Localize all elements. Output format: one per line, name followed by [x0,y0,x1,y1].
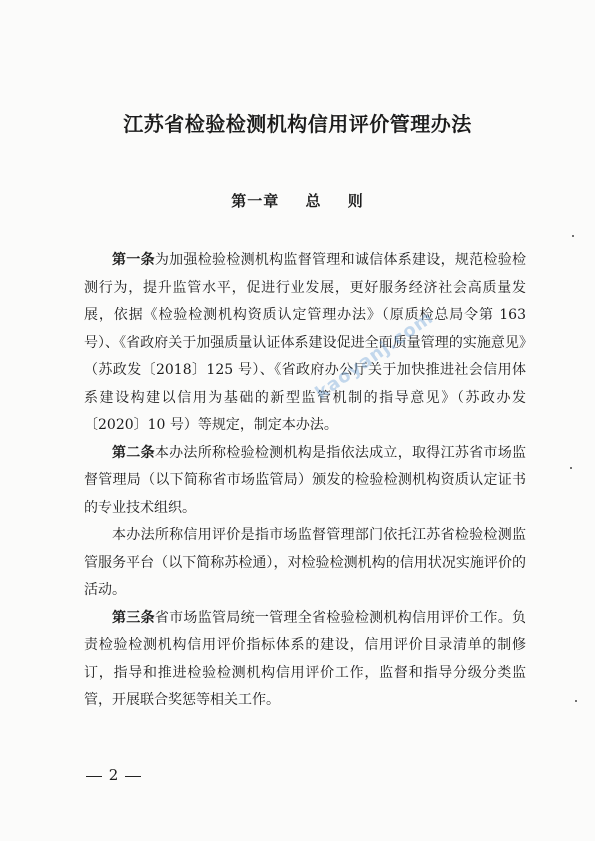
paragraph-text: 省市场监管局统一管理全省检验检测机构信用评价工作。负责检验检测机构信用评价指标体系的建设，信用评价目录清单的制修订，指导和推进检验检测机构信用评价工作，监督和指导分级分类监管，开展联合奖惩等相关工作。 [84,609,527,708]
scan-speck [575,700,577,702]
scan-speck [570,467,572,469]
article-label: 第一条 [112,252,155,268]
dash-right [125,776,141,777]
paragraph-article-3 [84,605,526,715]
scan-speck [572,235,574,237]
page-number-value: 2 [108,766,119,784]
paragraph-text: 本办法所称信用评价是指市场监督管理部门依托江苏省检验检测监管服务平台（以下简称苏检通），对检验检测机构的信用状况实施评价的活动。 [84,527,526,598]
dash-left [86,776,102,777]
chapter-number: 第一章 [231,192,280,210]
paragraph-article-2-cont [84,522,526,605]
paragraph-article-2 [84,440,526,523]
chapter-name-part2: 则 [347,192,364,210]
chapter-heading [0,190,595,211]
watermark: kaoyanj.com [311,307,438,404]
chapter-name-part1: 总 [305,192,322,210]
article-label: 第三条 [112,609,155,626]
document-body [84,247,526,715]
paragraph-text: 为加强检验检测机构监督管理和诚信体系建设，规范检验检测行为，提升监管水平，促进行业发展，更好服务经济社会高质量发展，依据《检验检测机构资质认定管理办法》（原质检总局令第 163 号）、《省政府关于加强质量认证体系建设促进全面质量管理的实施意见》（苏政发〔2018〕125 号）、《省政府办公厅关于加快推进社会信用体系建设构建以信用为基础的新型监管机制的指导意见》（苏政办发〔2020〕10 号）等规定，制定本办法。 [84,252,527,433]
paragraph-text: 本办法所称检验检测机构是指依法成立，取得江苏省市场监督管理局（以下简称省市场监管局）颁发的检验检测机构资质认定证书的专业技术组织。 [84,444,527,516]
document-title: 江苏省检验检测机构信用评价管理办法 [123,112,472,136]
page-number [84,766,143,784]
paragraph-article-1 [84,247,526,440]
article-label: 第二条 [112,444,155,461]
